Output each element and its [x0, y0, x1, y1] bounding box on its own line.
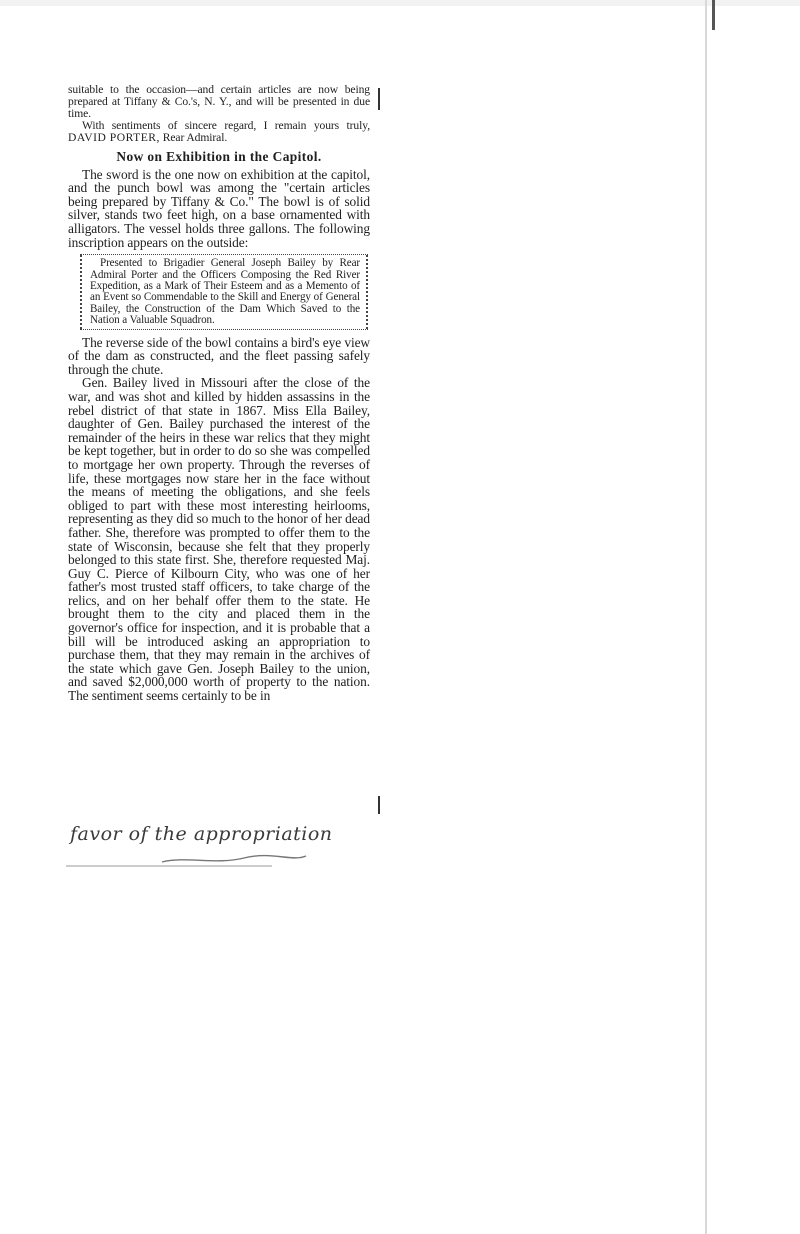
column-rule — [378, 88, 380, 110]
paragraph-reverse-side: The reverse side of the bowl contains a bird's eye view of the dam as constructed, and the fleet passing safely through the chute. — [68, 334, 370, 377]
scan-top-edge — [0, 0, 800, 6]
paragraph-sword: The sword is the one now on exhibition at the capitol, and the punch bowl was among the "certain articles being prepared by Tiffany & Co." The bowl is of solid silver, stands two feet high, on a base ornamented with alligators. The vessel holds three gallons. The following inscription appears on the outside: — [68, 166, 370, 250]
section-subhead: Now on Exhibition in the Capitol. — [116, 149, 322, 164]
inscription-text: Presented to Brigadier General Joseph Bailey by Rear Admiral Porter and the Officers Composing the Red River Expedition, as a Mark of Their Esteem and as a Memento of an Event so Commendable to the Skill and Energy of General Bailey, the Construction of the Dam Which Saved to the Nation a Valuable Squadron. — [90, 257, 360, 327]
scan-mark — [712, 0, 715, 30]
letter-excerpt — [68, 84, 370, 144]
letter-signoff — [68, 120, 370, 144]
letter-text: suitable to the occasion—and certain articles are now being prepared at Tiffany & Co.'s, N. Y., and will be presented in due time. — [68, 83, 370, 120]
signature-title: Rear Admiral. — [162, 131, 228, 144]
paragraph-bailey: Gen. Bailey lived in Missouri after the close of the war, and was shot and killed by hidden assassins in the rebel district of that state in 1867. Miss Ella Bailey, daughter of Gen. Bailey purchased the interest of the remainder of the heirs in these war relics that they might be kept together, but in order to do so she was compelled to mortgage her own property. Through the reverses of life, these mortgages now stare her in the face without the means of meeting the obligations, and she feels obliged to part with these most interesting heirlooms, representing as they did so much to the honor of her dead father. She, therefore was prompted to offer them to the state of Wisconsin, because she felt that they properly belonged to this state first. She, therefore requested Maj. Guy C. Pierce of Kilbourn City, who was one of her father's most trusted staff officers, to take charge of the relics, and on her behalf offer them to the state. He brought them to the city and placed them in the governor's office for inspection, and it is probable that a bill will be introduced asking an appropriation to purchase them, that they may remain in the archives of the state which gave Gen. Joseph Bailey to the union, and saved $2,000,000 worth of property to the nation. The sentiment seems certainly to be in — [68, 375, 370, 704]
scan-page-edge — [705, 0, 707, 1234]
article-body — [68, 168, 370, 703]
newspaper-clipping — [68, 84, 370, 703]
signature-name: DAVID PORTER, — [68, 131, 160, 144]
column-rule-bottom — [378, 796, 380, 814]
handwritten-scrawl — [162, 856, 306, 862]
handwritten-annotation — [66, 818, 366, 870]
handwritten-note: favor of the appropriation — [70, 823, 333, 845]
inscription-box — [80, 254, 368, 329]
letter-closing: With sentiments of sincere regard, I remain yours truly, — [82, 119, 370, 132]
